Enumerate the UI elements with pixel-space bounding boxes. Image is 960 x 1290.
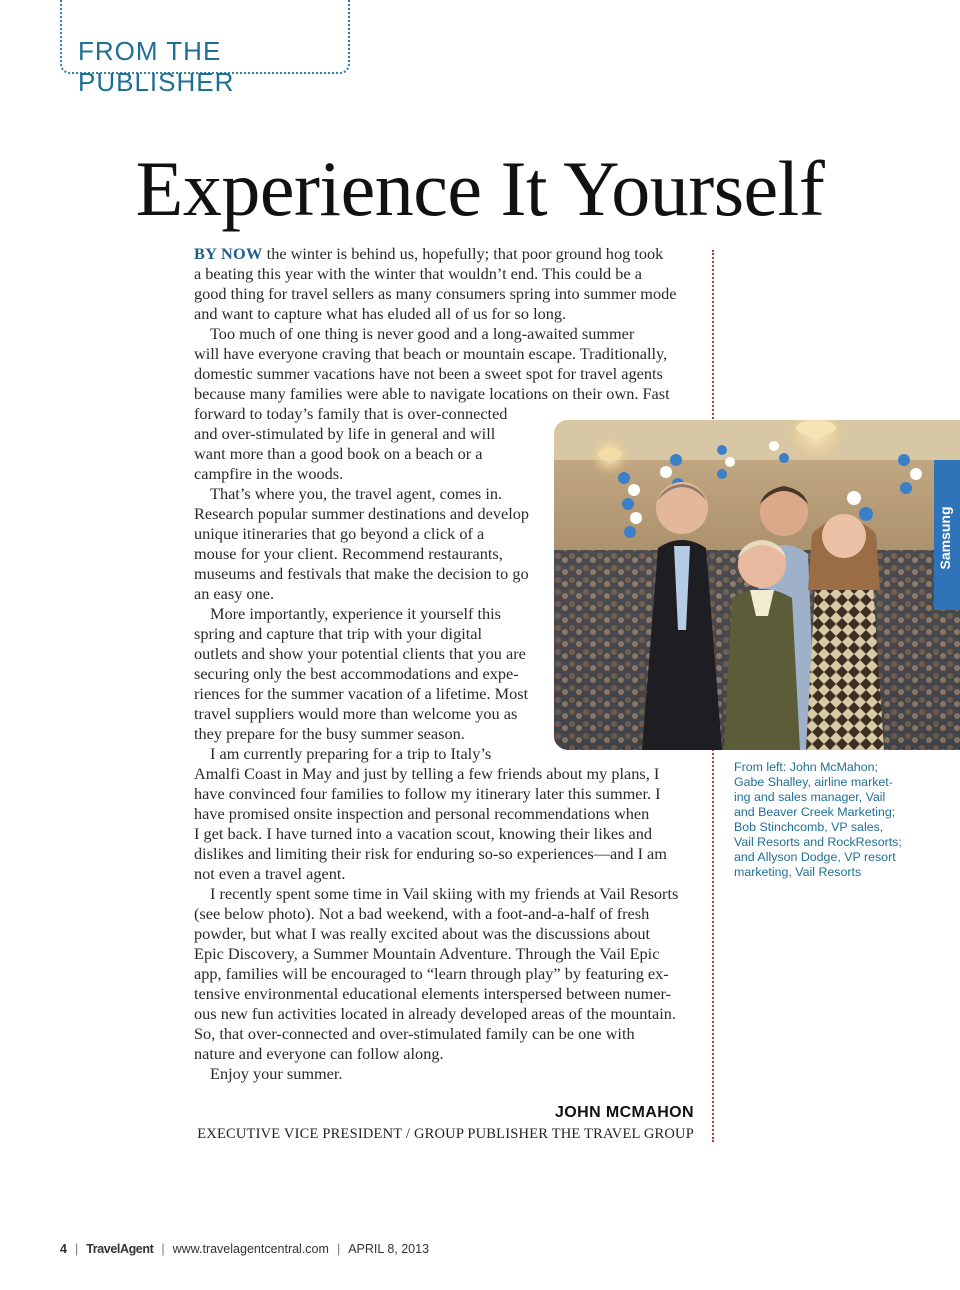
section-label: FROM THE PUBLISHER <box>78 36 235 97</box>
article-line: mouse for your client. Recommend restaurants, <box>194 544 503 563</box>
article-line: So, that over-connected and over-stimulated family can be one with <box>194 1024 635 1043</box>
footer-separator: | <box>74 1242 79 1256</box>
article-line: securing only the best accommodations and expe- <box>194 664 519 683</box>
headline: Experience It Yourself <box>135 145 825 232</box>
caption-line: ing and sales manager, Vail <box>734 790 886 804</box>
photo-banner-text: Samsung <box>937 506 953 570</box>
article-line: spring and capture that trip with your digital <box>194 624 483 643</box>
article-line: and want to capture what has eluded all of us for so long. <box>194 304 567 323</box>
caption-line: and Allyson Dodge, VP resort <box>734 850 896 864</box>
footer-separator: | <box>336 1242 341 1256</box>
article-line: a beating this year with the winter that wouldn’t end. This could be a <box>194 264 642 283</box>
article-line: and over-stimulated by life in general and will <box>194 424 496 443</box>
article-line: ous new fun activities located in already developed areas of the mountain. <box>194 1004 676 1023</box>
lead-in: BY NOW <box>194 244 263 263</box>
caption-line: Bob Stinchcomb, VP sales, <box>734 820 884 834</box>
magazine-name: TravelAgent <box>86 1242 154 1256</box>
article-line: museums and festivals that make the decision to go <box>194 564 529 583</box>
article-line: have promised onsite inspection and personal recommendations when <box>194 804 650 823</box>
article-line: I am currently preparing for a trip to Italy’s <box>210 744 492 763</box>
article-line: because many families were able to navigate locations on their own. Fast <box>194 384 670 403</box>
article-line: not even a travel agent. <box>194 864 346 883</box>
article-line: Research popular summer destinations and develop <box>194 504 530 523</box>
page-number: 4 <box>60 1242 67 1256</box>
article-line: have convinced four families to follow my itinerary later this summer. I <box>194 784 661 803</box>
article-line: Epic Discovery, a Summer Mountain Adventure. Through the Vail Epic <box>194 944 660 963</box>
article-line: want more than a good book on a beach or a <box>194 444 483 463</box>
article-line: That’s where you, the travel agent, comes in. <box>210 484 503 503</box>
article-line: outlets and show your potential clients that you are <box>194 644 526 663</box>
article-line: forward to today’s family that is over-connected <box>194 404 508 423</box>
person-4 <box>806 514 884 750</box>
article-line: Enjoy your summer. <box>210 1064 343 1083</box>
article-line: campfire in the woods. <box>194 464 344 483</box>
section-label-box <box>60 0 350 97</box>
article-line: domestic summer vacations have not been a sweet spot for travel agents <box>194 364 663 383</box>
issue-date: APRIL 8, 2013 <box>348 1242 430 1256</box>
article-line: dislikes and limiting their risk for enduring so-so experiences—and I am <box>194 844 667 863</box>
footer-separator: | <box>161 1242 165 1256</box>
signature-name: JOHN MCMAHON <box>554 1104 694 1121</box>
article-line: I recently spent some time in Vail skiing with my friends at Vail Resorts <box>210 884 679 903</box>
caption-line: Gabe Shalley, airline market- <box>734 775 893 789</box>
event-photo-illustration <box>554 420 960 750</box>
article-line: tensive environmental educational elements interspersed between numer- <box>194 984 672 1003</box>
caption-line: marketing, Vail Resorts <box>734 865 862 879</box>
photo-caption <box>734 760 934 880</box>
caption-line: From left: John McMahon; <box>734 760 878 774</box>
article-line: will have everyone craving that beach or mountain escape. Traditionally, <box>194 344 668 363</box>
article-line: they prepare for the busy summer season. <box>194 724 465 743</box>
article-line: travel suppliers would more than welcome you as <box>194 704 518 723</box>
article-line: nature and everyone can follow along. <box>194 1044 444 1063</box>
article-line: BY NOW the winter is behind us, hopefully; that poor ground hog took <box>194 244 664 263</box>
article-line: (see below photo). Not a bad weekend, with a foot-and-a-half of fresh <box>194 904 650 923</box>
article-line: app, families will be encouraged to “learn through play” by featuring ex- <box>194 964 669 983</box>
caption-line: Vail Resorts and RockResorts; <box>734 835 902 849</box>
article-line: an easy one. <box>194 584 275 603</box>
footer-url[interactable]: www.travelagentcentral.com <box>172 1242 329 1256</box>
article-line: I get back. I have turned into a vacation scout, knowing their likes and <box>194 824 652 843</box>
caption-line: and Beaver Creek Marketing; <box>734 805 896 819</box>
event-photo <box>554 420 960 750</box>
article-line: powder, but what I was really excited about was the discussions about <box>194 924 651 943</box>
article-line: Amalfi Coast in May and just by telling a few friends about my plans, I <box>194 764 660 783</box>
article-line: riences for the summer vacation of a lifetime. Most <box>194 684 529 703</box>
page-footer <box>60 1242 429 1256</box>
article-line: Too much of one thing is never good and a long-awaited summer <box>210 324 635 343</box>
article-line: unique itineraries that go beyond a click of a <box>194 524 485 543</box>
signature-title: EXECUTIVE VICE PRESIDENT / GROUP PUBLISHER THE TRAVEL GROUP <box>197 1126 694 1142</box>
article-line: good thing for travel sellers as many consumers spring into summer mode <box>194 284 677 303</box>
article-line: More importantly, experience it yourself this <box>210 604 502 623</box>
